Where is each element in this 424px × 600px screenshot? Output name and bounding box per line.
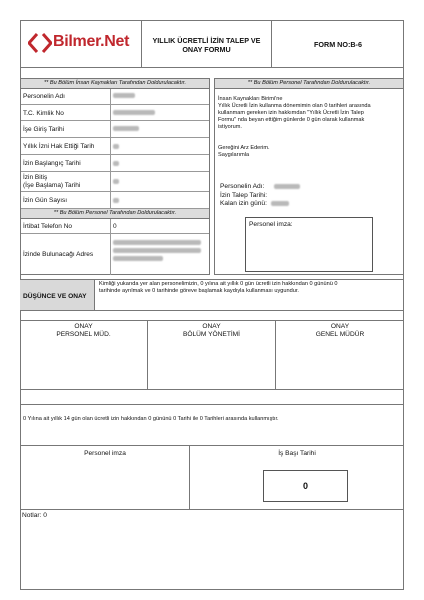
signature-label: Personel imza: [249, 221, 293, 228]
hr-section [20, 78, 210, 275]
approval-department[interactable] [148, 321, 276, 389]
letter-line: İnsan Kaynakları Birimi'ne [218, 96, 283, 102]
field-label: İzin Gün Sayısı [23, 197, 68, 204]
field-leave-days [21, 192, 209, 209]
closing-line1: Gereğini Arz Ederim. [218, 145, 270, 151]
request-letter [218, 96, 402, 131]
field-value-redacted[interactable] [113, 92, 135, 99]
approval-line1: ONAY [330, 323, 350, 330]
logo-cell [20, 20, 142, 68]
summary-text: 0 Yılına ait yıllık 14 gün olan ücretli izin hakkından 0 gününü 0 Tarihi ile 0 Tarihleri arasında kullanmıştır. [23, 416, 279, 422]
staff-section [214, 78, 404, 275]
summary-request-date-label: İzin Talep Tarihi: [220, 191, 268, 199]
opinion-row [20, 279, 404, 311]
brand-name: Bilmer.Net [53, 33, 130, 50]
closing-line2: Saygılarımla [218, 151, 250, 158]
field-label: İzin Başlangıç Tarihi [23, 160, 81, 167]
field-label: T.C. Kimlik No [23, 110, 64, 117]
opinion-text-line1: Kimliği yukarıda yer alan personelimizin, 0 yılına ait yıllık 0 gün ücretli izin hakkından 0 gününü 0 [99, 281, 338, 287]
opinion-text-line2: tarihinde ayrılmak ve 0 tarihinde göreve başlamak kaydıyla kullanması uygundur. [99, 287, 299, 294]
return-date-label: İş Başı Tarihi [278, 450, 316, 457]
form-title-line1: YILLIK ÜCRETLİ İZİN TALEP VE [152, 36, 261, 45]
staff-section-band-left: ** Bu Bölüm Personel Tarafından Doldurulacaktır. [21, 209, 209, 219]
letter-line: Formu" nda beyan ettiğim günlerde 0 gün olarak kullanmak [218, 116, 365, 123]
approval-line1: ONAY [74, 323, 93, 330]
summary-signature-cell[interactable] [20, 445, 190, 509]
personnel-summary [220, 183, 300, 209]
letter-line: Yıllık Ücretli İzin kullanma dönemimin olan 0 tarihleri arasında [218, 102, 371, 109]
header [20, 20, 404, 68]
return-date-value: 0 [302, 481, 308, 491]
field-label-line1: İzin Bitiş [23, 174, 48, 181]
summary-remaining-label: Kalan izin günü: [220, 200, 267, 208]
field-label [23, 174, 80, 190]
field-label: İrtibat Telefon No [23, 223, 73, 230]
phone-value[interactable]: 0 [113, 223, 117, 230]
approval-general-manager[interactable] [276, 321, 404, 389]
approval-line2: BÖLÜM YÖNETİMİ [182, 331, 241, 339]
field-value-redacted[interactable] [113, 125, 139, 132]
field-value-redacted[interactable] [113, 197, 119, 204]
opinion-text [99, 281, 402, 295]
field-value-redacted[interactable] [113, 109, 155, 116]
notes-field[interactable]: Notlar: 0 [22, 512, 47, 519]
return-date-cell [190, 445, 404, 509]
field-tc-kimlik [21, 105, 209, 121]
personnel-signature-box[interactable] [245, 217, 373, 272]
field-label-line2: (İşe Başlama) Tarihi [23, 181, 81, 189]
field-value-redacted[interactable] [113, 143, 119, 150]
field-personnel-name [21, 89, 209, 105]
approval-line2: GENEL MÜDÜR [315, 331, 365, 339]
summary-remaining-row [220, 200, 300, 209]
summary-name-row [220, 183, 300, 192]
summary-signature-label: Personel imza [84, 450, 126, 457]
staff-section-band-right: ** Bu Bölüm Personel Tarafından Doldurulacaktır. [215, 79, 403, 89]
field-label: Personelin Adı [23, 93, 65, 100]
approvals-row [20, 320, 404, 390]
hr-section-band: ** Bu Bölüm İnsan Kaynakları Tarafından Doldurulacaktır. [21, 79, 209, 89]
field-phone [21, 219, 209, 234]
bilmer-logo-icon [28, 32, 52, 54]
field-leave-start [21, 155, 209, 172]
letter-line: istiyorum. [218, 123, 242, 130]
field-label: Yıllık İzni Hak Ettiği Tarih [23, 143, 95, 150]
form-title [142, 20, 272, 68]
return-date-box[interactable] [263, 470, 348, 502]
approval-personnel-manager[interactable] [20, 321, 148, 389]
approval-line2: PERSONEL MÜD. [56, 331, 111, 339]
address-value-redacted[interactable] [113, 239, 201, 263]
opinion-label: DÜŞÜNCE VE ONAY [20, 280, 95, 310]
field-value-redacted[interactable] [113, 178, 119, 185]
field-hire-date [21, 121, 209, 138]
field-label: İzinde Bulunacağı Adres [23, 251, 94, 258]
form-title-line2: ONAY FORMU [182, 45, 231, 54]
field-label: İşe Giriş Tarihi [23, 126, 65, 133]
summary-section [20, 404, 404, 510]
letter-closing [218, 145, 270, 159]
form-number: FORM NO:B-6 [314, 40, 362, 49]
approval-line1: ONAY [202, 323, 221, 330]
summary-name-label: Personelin Adı: [220, 183, 265, 190]
letter-line: kullanmam gereken izin hakkımdan "Yıllık Ücretli İzin Talep [218, 109, 364, 116]
field-leave-end [21, 172, 209, 192]
field-address [21, 234, 209, 275]
field-entitlement-date [21, 138, 209, 155]
field-value-redacted[interactable] [113, 160, 119, 167]
